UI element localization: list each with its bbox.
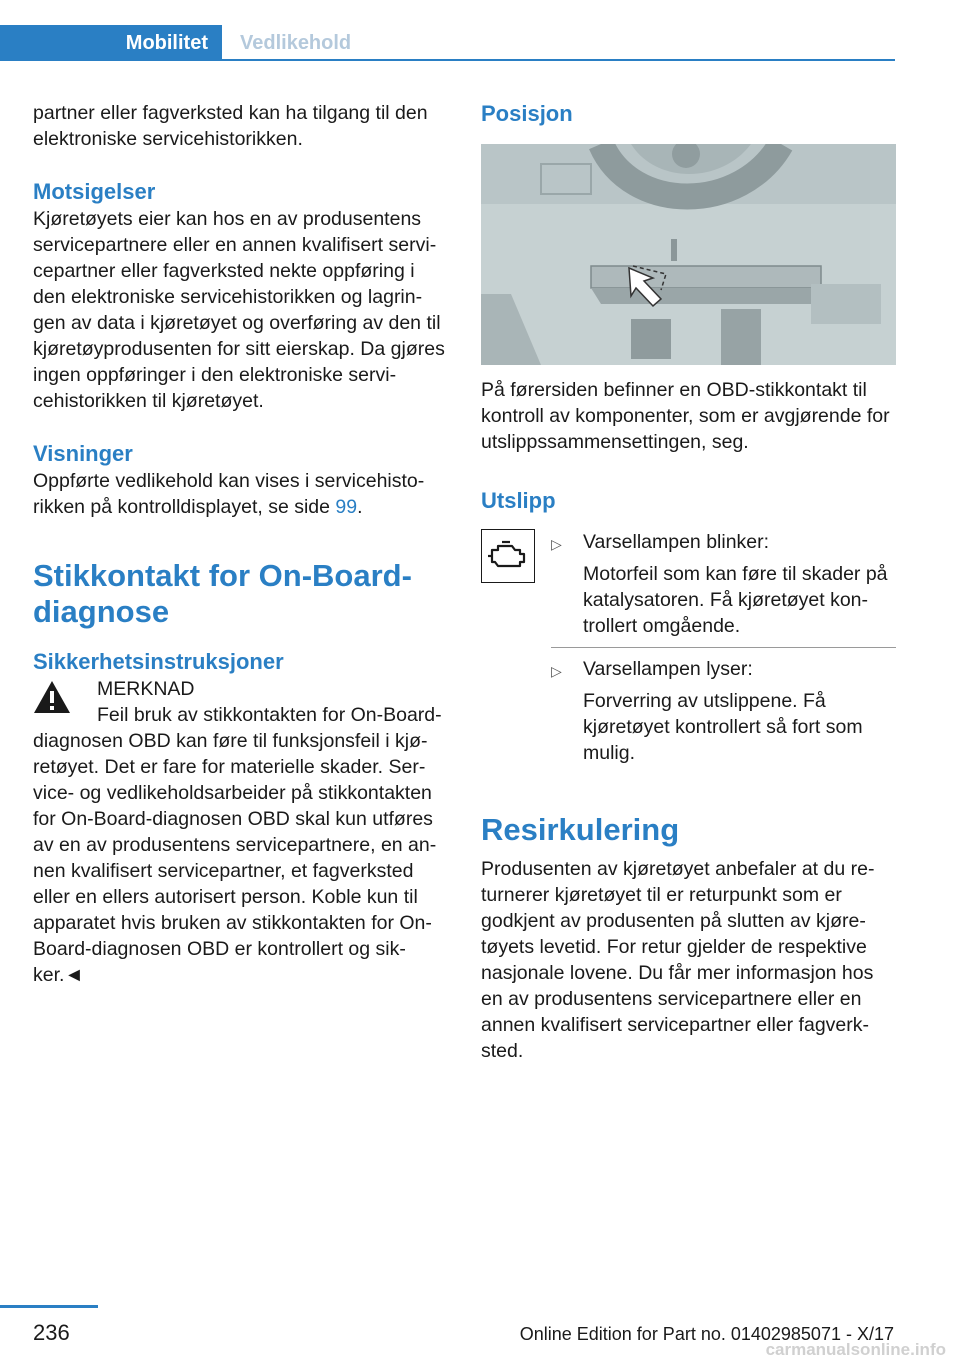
utslipp-heading: Utslipp xyxy=(481,488,556,513)
visninger-end: . xyxy=(357,496,363,518)
list-item-heading: Varsellampen blinker: xyxy=(583,531,770,553)
list-item-detail: Forverring av utslippene. Få kjøretøyet kontrollert så fort som mulig. xyxy=(583,690,863,764)
visninger-heading: Visninger xyxy=(33,441,133,466)
visninger-text: Oppførte vedlikehold kan vises i servicehistorikken på kontrolldisplayet, se side xyxy=(33,470,425,518)
warning-label: MERKNAD xyxy=(97,678,195,700)
left-column xyxy=(33,100,448,988)
page-footer xyxy=(0,1300,960,1362)
warning-text xyxy=(33,702,448,988)
warning-triangle-icon xyxy=(33,680,71,714)
list-item xyxy=(481,656,896,766)
warning-text-content: Feil bruk av stikkontakten for On-Board-diagnosen OBD kan føre til funksjonsfeil i kjøretøyet. Det er fare for materielle skader. Service- og vedlikeholdsarbeider på stikkontakten for On-Board-diagnosen OBD skal kun utføres av en av produsentens servicepartnere, en annen kvalifisert servicepartner, et fagverksted eller en ellers autorisert person. Koble kun til apparatet hvis bruken av stikkontakten for On-Board-diagnosen OBD er kontrollert og sikker.◄ xyxy=(33,704,442,986)
right-column xyxy=(481,100,896,1064)
motsigelser-heading: Motsigelser xyxy=(33,179,156,204)
motsigelser-paragraph: Kjøretøyets eier kan hos en av produsentens servicepartnere eller en annen kvalifisert servicepartner eller fagverksted nekte oppføring i den elektroniske servicehistorikken og lagringen av data i kjøretøyet og overføring av den til kjøretøyprodusenten for sitt eierskap. Da gjøres ingen oppføringer i den elektroniske servicehistorikken til kjøretøyet. xyxy=(33,208,445,412)
utslipp-list xyxy=(481,529,896,766)
posisjon-heading: Posisjon xyxy=(481,101,573,126)
safety-heading: Sikkerhetsinstruksjoner xyxy=(33,649,284,674)
page-link-99[interactable]: 99 xyxy=(335,496,358,518)
list-item-heading: Varsellampen lyser: xyxy=(583,658,753,680)
header-divider xyxy=(0,59,895,61)
list-divider xyxy=(551,647,896,648)
list-item-detail: Motorfeil som kan føre til skader på katalysatoren. Få kjøretøyet kontrollert omgående. xyxy=(583,563,888,637)
intro-paragraph: partner eller fagverksted kan ha tilgang til den elektroniske servicehistorikken. xyxy=(33,102,428,150)
list-marker-icon: ▷ xyxy=(551,536,562,552)
page-number: 236 xyxy=(33,1320,70,1345)
list-item xyxy=(481,529,896,639)
warning-block xyxy=(33,676,448,988)
edition-label: Online Edition for Part no. 01402985071 - X/17 xyxy=(519,1324,894,1344)
obd-location-photo xyxy=(481,144,896,365)
section-title-obd: Stikkontakt for On-Board-diagnose xyxy=(33,558,412,629)
footer-accent-line xyxy=(0,1305,98,1308)
tab-mobilitet[interactable]: Mobilitet xyxy=(0,25,222,61)
header-tabs xyxy=(0,25,895,61)
resirkulering-heading: Resirkulering xyxy=(481,812,680,847)
resirkulering-paragraph: Produsenten av kjøretøyet anbefaler at du returnerer kjøretøyet til er returpunkt som er godkjent av produsenten på slutten av kjøretøyets levetid. For retur gjelder de respektive nasjonale lovene. Du får mer informasjon hos en av produsentens servicepartnere eller en annen kvalifisert servicepartner eller fagverksted. xyxy=(481,858,875,1062)
watermark: carmanualsonline.info xyxy=(765,1340,946,1359)
posisjon-paragraph: På førersiden befinner en OBD-stikkontakt til kontroll av komponenter, som er avgjørende for utslippssammensettingen, seg. xyxy=(481,379,890,453)
tab-vedlikehold[interactable]: Vedlikehold xyxy=(240,31,352,54)
dashboard-illustration xyxy=(481,144,896,365)
list-marker-icon: ▷ xyxy=(551,663,562,679)
visninger-paragraph xyxy=(33,468,448,520)
